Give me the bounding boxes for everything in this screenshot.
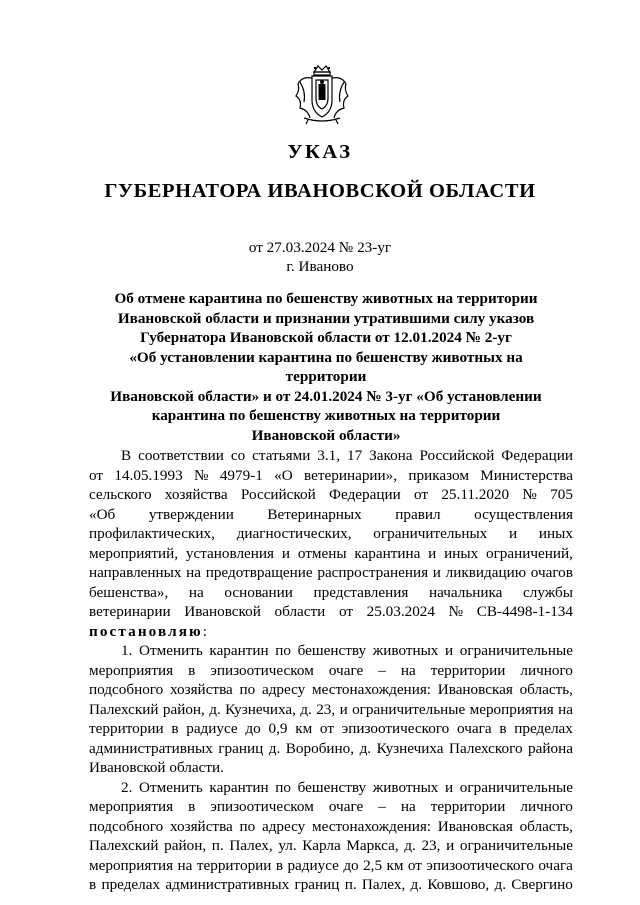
word: 23, bbox=[316, 700, 336, 718]
document-body bbox=[89, 446, 573, 895]
word: Российской bbox=[240, 486, 316, 503]
word: Федерации bbox=[329, 486, 401, 503]
word: и bbox=[432, 564, 441, 581]
word: км bbox=[386, 856, 404, 874]
word: ограничительные bbox=[352, 700, 466, 718]
decree-line bbox=[89, 622, 573, 642]
word: со bbox=[230, 447, 246, 464]
word: и bbox=[445, 778, 454, 796]
word: радиусе bbox=[186, 720, 238, 737]
word: адресу bbox=[261, 681, 306, 698]
word: Палехский bbox=[89, 700, 159, 718]
word: границ bbox=[294, 876, 340, 893]
body-line bbox=[89, 641, 573, 661]
word: ограничительных bbox=[373, 525, 488, 542]
document-title: УКАЗ bbox=[287, 141, 353, 163]
word: соответствии bbox=[138, 447, 224, 464]
word: от bbox=[338, 603, 353, 620]
word: д. bbox=[209, 700, 221, 718]
word: Федерации bbox=[501, 447, 573, 464]
word: на bbox=[400, 798, 416, 815]
word: бешенству bbox=[297, 778, 367, 796]
word: очага bbox=[538, 856, 573, 874]
heading-line: Ивановской области» bbox=[251, 426, 401, 444]
body-line bbox=[89, 778, 573, 798]
word: район, bbox=[162, 700, 205, 718]
coat-of-arms-icon bbox=[292, 62, 352, 126]
date-block bbox=[0, 238, 640, 276]
word: № bbox=[194, 466, 209, 484]
word: Палехского bbox=[449, 739, 523, 757]
word: 2,5 bbox=[363, 856, 383, 874]
body-line bbox=[89, 797, 573, 817]
word: очаге bbox=[328, 661, 364, 679]
body-line bbox=[89, 739, 573, 759]
word: Маркса, bbox=[346, 837, 399, 854]
word: и bbox=[445, 642, 454, 659]
preamble-paragraph bbox=[89, 446, 573, 641]
word: животных bbox=[372, 778, 439, 796]
word: от bbox=[89, 466, 104, 484]
word: 25.03.2024 bbox=[366, 603, 435, 620]
word: распространения bbox=[317, 564, 429, 581]
word: хозяйства bbox=[169, 817, 233, 835]
word: д. bbox=[268, 739, 281, 757]
word: и bbox=[509, 525, 518, 542]
body-line bbox=[89, 446, 573, 466]
word: в bbox=[275, 856, 284, 874]
word: № bbox=[522, 486, 537, 503]
word: 4979-1 bbox=[219, 466, 263, 484]
word: от bbox=[319, 720, 334, 737]
word: карантина bbox=[354, 544, 421, 562]
word: эпизоотического bbox=[341, 720, 450, 737]
body-line bbox=[89, 875, 573, 895]
word: ликвидацию bbox=[445, 564, 527, 581]
word: карантин bbox=[209, 642, 269, 659]
body-line bbox=[89, 719, 573, 739]
word: в bbox=[171, 720, 179, 737]
word: направленных bbox=[89, 564, 182, 581]
word: бешенства», bbox=[89, 583, 169, 601]
body-line bbox=[89, 856, 573, 876]
word: В bbox=[121, 447, 132, 464]
word: Палехский bbox=[89, 837, 159, 854]
word: км bbox=[295, 720, 313, 737]
decree-word: постановляю bbox=[89, 622, 203, 640]
word: мероприятия bbox=[89, 798, 174, 815]
word: Палех, bbox=[229, 837, 273, 854]
body-line bbox=[89, 602, 573, 622]
body-line: Ивановской области. bbox=[89, 759, 224, 776]
word: д. bbox=[404, 837, 416, 854]
word: на bbox=[177, 856, 193, 874]
word: осуществления bbox=[474, 505, 573, 523]
heading-line: Ивановской области» и от 24.01.2024 № 3-уг «Об установлении bbox=[110, 387, 542, 405]
word: Ивановская bbox=[437, 681, 513, 698]
word: приказом bbox=[408, 466, 469, 484]
item-1-paragraph bbox=[89, 641, 573, 778]
word: отмены bbox=[297, 544, 347, 562]
word: карантин bbox=[209, 778, 269, 796]
word: утверждении bbox=[148, 505, 234, 523]
body-line bbox=[89, 700, 573, 720]
word: Карла bbox=[302, 837, 341, 854]
word: статьями bbox=[252, 447, 311, 464]
word: района bbox=[528, 739, 573, 757]
word: ограничительные bbox=[459, 642, 573, 659]
body-line bbox=[89, 836, 573, 856]
word: 705 bbox=[550, 486, 573, 503]
word: 3.1, bbox=[317, 447, 341, 464]
word: Ветеринарных bbox=[267, 505, 362, 523]
word: д. bbox=[410, 876, 423, 893]
word: Ивановская bbox=[437, 817, 513, 835]
word: диагностических, bbox=[236, 525, 352, 542]
word: в bbox=[499, 720, 507, 737]
item-2-paragraph bbox=[89, 778, 573, 895]
word: 17 bbox=[346, 447, 363, 464]
word: подсобного bbox=[89, 681, 164, 698]
word: от bbox=[414, 486, 429, 503]
word: п. bbox=[211, 837, 224, 854]
word: ограничений, bbox=[485, 544, 573, 562]
word: подсобного bbox=[89, 817, 164, 835]
word: Палех, bbox=[361, 876, 406, 893]
body-line bbox=[89, 661, 573, 681]
word: «Об bbox=[89, 505, 116, 523]
word: 23, bbox=[421, 837, 441, 854]
word: от bbox=[407, 856, 422, 874]
word: местонахождения: bbox=[312, 817, 432, 835]
heading-line: Ивановской области и признании утратившими силу указов bbox=[117, 309, 535, 327]
word: в bbox=[188, 798, 196, 815]
word: Отменить bbox=[139, 642, 203, 659]
word: «О bbox=[274, 466, 293, 484]
word: эпизоотическом bbox=[210, 798, 314, 815]
word: очагов bbox=[530, 564, 573, 581]
word: личного bbox=[520, 798, 573, 815]
word: по bbox=[275, 642, 292, 659]
word: пределах bbox=[101, 876, 161, 893]
heading-line: Об отмене карантина по бешенству животных на территории bbox=[114, 290, 538, 307]
word: Кузнечиха bbox=[376, 739, 444, 757]
word: сельского bbox=[89, 486, 152, 503]
word: местонахождения: bbox=[312, 681, 432, 698]
word: 2. bbox=[121, 778, 133, 796]
word: территории bbox=[89, 720, 164, 737]
word: Отменить bbox=[139, 778, 203, 796]
word: административных bbox=[165, 876, 290, 893]
body-line bbox=[89, 583, 573, 603]
word: предотвращение bbox=[205, 564, 313, 581]
word: начальника bbox=[428, 583, 503, 601]
document-heading bbox=[88, 289, 564, 445]
word: 0,9 bbox=[268, 720, 288, 737]
word: пределах bbox=[514, 720, 573, 737]
word: д. bbox=[359, 739, 372, 757]
decree-colon: : bbox=[202, 622, 207, 640]
body-line bbox=[89, 524, 573, 544]
word: мероприятия bbox=[89, 856, 174, 874]
word: и bbox=[339, 700, 348, 718]
body-line bbox=[89, 817, 573, 837]
word: и bbox=[446, 837, 455, 854]
word: д. bbox=[494, 876, 506, 893]
word: Министерства bbox=[480, 466, 573, 484]
word: ветеринарии», bbox=[304, 466, 398, 484]
word: СВ-4498-1-134 bbox=[476, 603, 573, 620]
word: эпизоотического bbox=[426, 856, 534, 874]
word: область, bbox=[519, 681, 573, 698]
word: основании bbox=[224, 583, 293, 601]
word: ограничительные bbox=[459, 778, 573, 796]
word: область, bbox=[519, 817, 573, 835]
word: эпизоотическом bbox=[210, 661, 314, 679]
word: мероприятия bbox=[89, 661, 174, 679]
word: № bbox=[448, 603, 464, 620]
heading-line: «Об установлении карантина по бешенству животных на территории bbox=[129, 348, 523, 385]
body-line bbox=[89, 485, 573, 505]
word: и bbox=[428, 544, 437, 562]
word: иных bbox=[444, 544, 479, 562]
word: представления bbox=[313, 583, 409, 601]
word: ограничительные bbox=[459, 837, 573, 854]
word: район, bbox=[164, 837, 207, 854]
issuer-title: ГУБЕРНАТОРА ИВАНОВСКОЙ ОБЛАСТИ bbox=[104, 180, 536, 202]
word: Российской bbox=[419, 447, 495, 464]
word: – bbox=[378, 798, 386, 815]
word: по bbox=[239, 681, 256, 698]
word: 25.11.2020 bbox=[441, 486, 510, 503]
word: территории bbox=[430, 798, 506, 815]
word: территории bbox=[196, 856, 272, 874]
word: на bbox=[186, 564, 202, 581]
heading-line: Губернатора Ивановской области от 12.01.2024 № 2-уг bbox=[140, 329, 512, 346]
word: животных bbox=[372, 642, 439, 659]
word: в bbox=[188, 661, 196, 679]
word: бешенству bbox=[297, 642, 367, 659]
body-line bbox=[89, 505, 573, 525]
word: адресу bbox=[261, 817, 306, 835]
word: в bbox=[89, 876, 97, 893]
word: по bbox=[239, 817, 256, 835]
word: 14.05.1993 bbox=[114, 466, 183, 484]
word: Ивановской bbox=[184, 603, 261, 620]
word: радиусе bbox=[287, 856, 339, 874]
word: иных bbox=[538, 525, 573, 542]
heading-line: карантина по бешенству животных на территории bbox=[151, 407, 501, 424]
word: границ bbox=[218, 739, 264, 757]
word: административных bbox=[89, 739, 213, 757]
word: мероприятий, bbox=[89, 544, 179, 562]
word: на bbox=[188, 583, 204, 601]
body-line bbox=[89, 544, 573, 564]
word: мероприятия bbox=[469, 700, 554, 718]
document-city: г. Иваново bbox=[286, 258, 354, 275]
word: п. bbox=[344, 876, 357, 893]
word: Воробино, bbox=[285, 739, 355, 757]
word: – bbox=[378, 661, 386, 679]
body-line bbox=[89, 680, 573, 700]
word: на bbox=[558, 700, 573, 718]
word: Свергино bbox=[511, 876, 573, 893]
word: профилактических, bbox=[89, 525, 215, 542]
word: 1. bbox=[121, 642, 133, 659]
word: территории bbox=[430, 661, 506, 679]
word: Закона bbox=[369, 447, 413, 464]
word: до bbox=[343, 856, 359, 874]
word: на bbox=[400, 661, 416, 679]
word: д. bbox=[300, 700, 312, 718]
word: хозяйства bbox=[164, 486, 228, 503]
word: личного bbox=[520, 661, 573, 679]
word: очаге bbox=[328, 798, 364, 815]
word: Ковшово, bbox=[427, 876, 490, 893]
word: службы bbox=[523, 583, 573, 601]
word: области bbox=[274, 603, 326, 620]
document-date-number: от 27.03.2024 № 23-уг bbox=[248, 239, 392, 256]
word: до bbox=[245, 720, 261, 737]
body-line bbox=[89, 466, 573, 486]
word: Кузнечиха, bbox=[225, 700, 296, 718]
word: очага bbox=[457, 720, 492, 737]
word: по bbox=[275, 778, 292, 796]
word: ул. bbox=[278, 837, 297, 854]
body-line bbox=[89, 563, 573, 583]
word: установления bbox=[185, 544, 275, 562]
word: хозяйства bbox=[169, 681, 233, 698]
word: правил bbox=[395, 505, 441, 523]
word: ветеринарии bbox=[89, 603, 171, 620]
word: и bbox=[281, 544, 290, 562]
